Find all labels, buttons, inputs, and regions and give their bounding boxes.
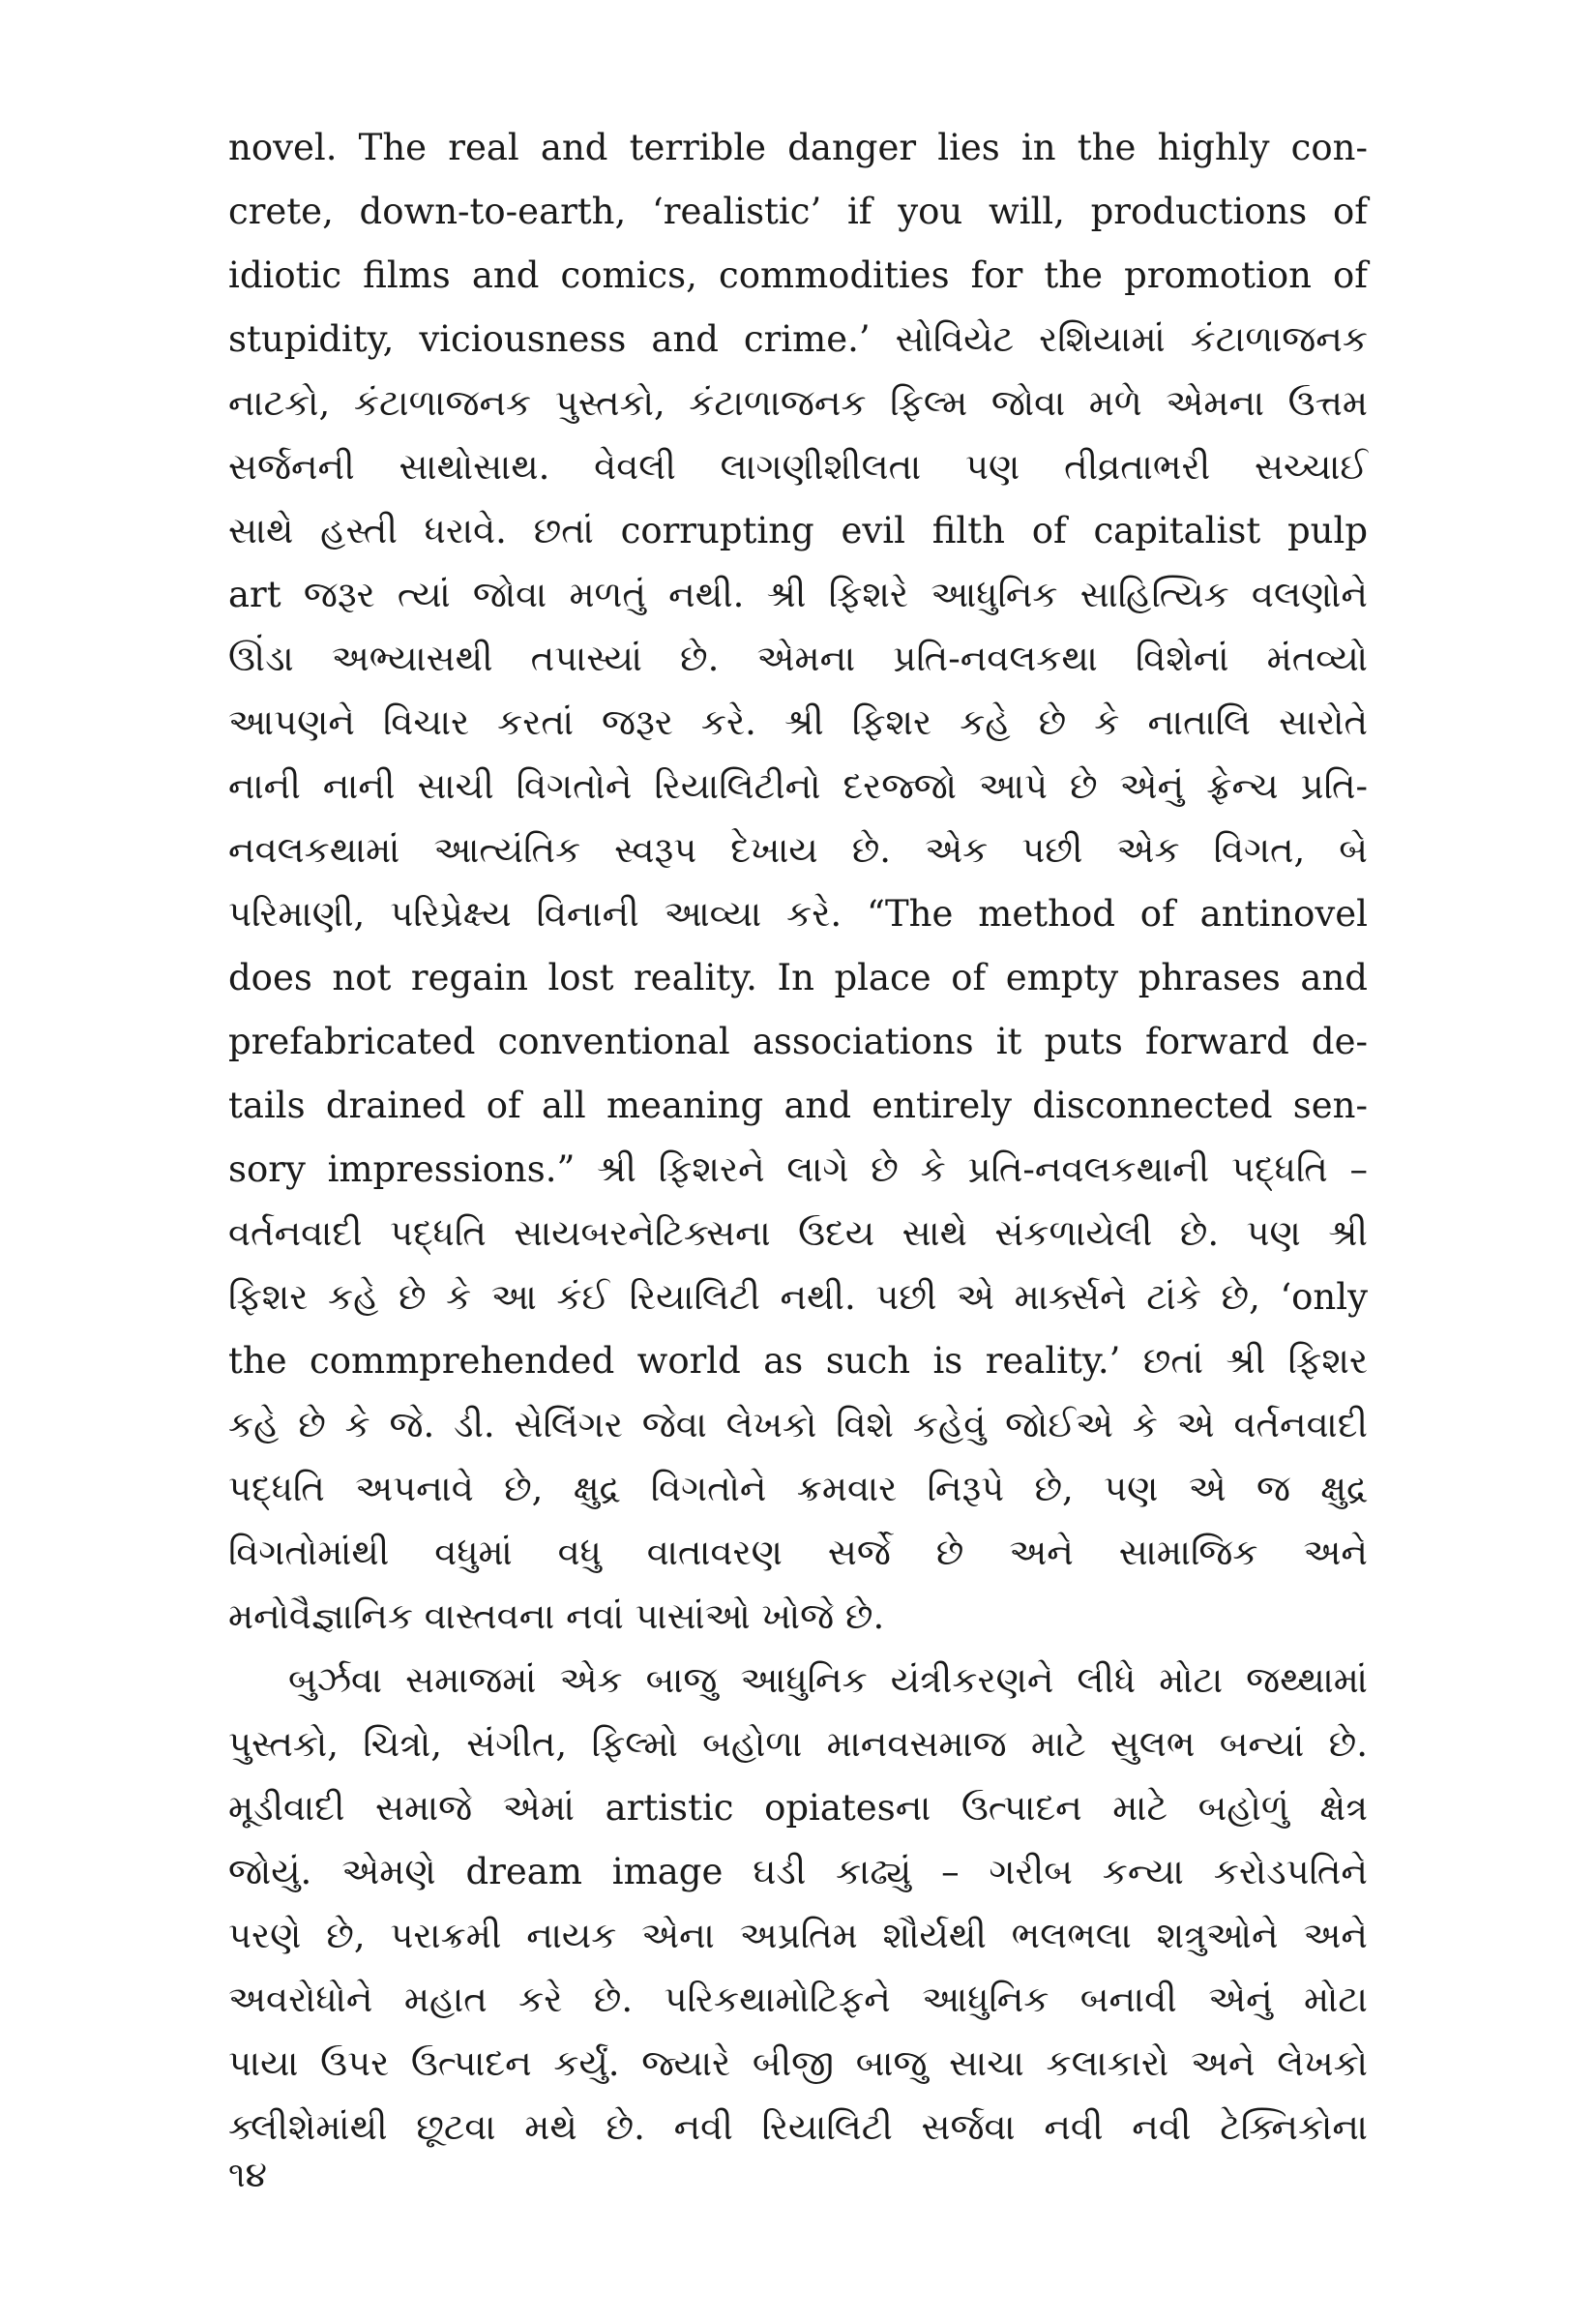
text-line: મૂડીવાદી સમાજે એમાં artistic opiatesના ઉત્પાદન માટે બહોળું ક્ષેત્ર bbox=[228, 1787, 1368, 1829]
text-line: પુસ્તકો, ચિત્રો, સંગીત, ફિલ્મો બહોળા માનવસમાજ માટે સુલભ બન્યાં છે. bbox=[228, 1723, 1368, 1765]
text-line: પરણે છે, પરાક્રમી નાયક એના અપ્રતિમ શૌર્યથી ભલભલા શત્રુઓને અને bbox=[228, 1915, 1368, 1956]
paragraph-start-line: બુર્ઝવા સમાજમાં એક બાજુ આધુનિક યંત્રીકરણને લીધે મોટા જથ્થામાં bbox=[288, 1659, 1368, 1701]
text-line: આપણને વિચાર કરતાં જરૂર કરે. શ્રી ફિશર કહે છે કે નાતાલિ સારોતે bbox=[228, 701, 1368, 743]
text-line: crete, down-to-earth, ‘realistic’ if you will, productions of bbox=[228, 191, 1368, 232]
page-number: ૧૪ bbox=[228, 2156, 267, 2195]
text-line: ફિશર કહે છે કે આ કંઈ રિયાલિટી નથી. પછી એ માર્ક્સને ટાંકે છે, ‘only bbox=[228, 1276, 1368, 1318]
paragraph-end-line: મનોવૈજ્ઞાનિક વાસ્તવના નવાં પાસાંઓ ખોજે છે. bbox=[228, 1595, 885, 1637]
text-line: પાયા ઉપર ઉત્પાદન કર્યું. જ્યારે બીજી બાજુ સાચા કલાકારો અને લેખકો bbox=[228, 2042, 1368, 2084]
text-line: વિગતોમાંથી વધુમાં વધુ વાતાવરણ સર્જે છે અને સામાજિક અને bbox=[228, 1532, 1368, 1573]
text-line: અવરોધોને મહાત કરે છે. પરિકથામોટિફને આધુનિક બનાવી એનું મોટા bbox=[228, 1979, 1368, 2020]
text-line: નાની નાની સાચી વિગતોને રિયાલિટીનો દરજ્જો આપે છે એનું ફ્રેન્ચ પ્રતિ- bbox=[228, 765, 1368, 807]
text-line: does not regain lost reality. In place of empty phrases and bbox=[228, 957, 1368, 998]
text-line: prefabricated conventional associations it puts forward de- bbox=[228, 1021, 1368, 1062]
text-line: કહે છે કે જે. ડી. સેલિંગર જેવા લેખકો વિશે કહેવું જોઈએ કે એ વર્તનવાદી bbox=[228, 1404, 1368, 1445]
text-line: સર્જનની સાથોસાથ. વેવલી લાગણીશીલતા પણ તીવ્રતાભરી સચ્ચાઈ bbox=[228, 446, 1368, 488]
text-line: novel. The real and terrible danger lies in the highly con- bbox=[228, 127, 1368, 168]
text-line: પદ્ધતિ અપનાવે છે, ક્ષુદ્ર વિગતોને ક્રમવાર નિરૂપે છે, પણ એ જ ક્ષુદ્ર bbox=[228, 1468, 1368, 1509]
body-text bbox=[228, 116, 1368, 2159]
text-line: sory impressions.” શ્રી ફિશરને લાગે છે કે પ્રતિ-નવલકથાની પદ્ધતિ – bbox=[228, 1148, 1368, 1190]
text-line: વર્તનવાદી પદ્ધતિ સાયબરનેટિક્સના ઉદય સાથે સંકળાયેલી છે. પણ શ્રી bbox=[228, 1212, 1368, 1254]
text-line: નવલકથામાં આત્યંતિક સ્વરૂપ દેખાય છે. એક પછી એક વિગત, બે bbox=[228, 829, 1368, 871]
text-line: stupidity, viciousness and crime.’ સોવિયેટ રશિયામાં કંટાળાજનક bbox=[228, 318, 1368, 360]
text-line: ક્લીશેમાંથી છૂટવા મથે છે. નવી રિયાલિટી સર્જવા નવી નવી ટેક્નિકોના bbox=[228, 2106, 1368, 2148]
text-line: the commprehended world as such is reality.’ છતાં શ્રી ફિશર bbox=[228, 1340, 1368, 1382]
text-line: idiotic films and comics, commodities for the promotion of bbox=[228, 254, 1368, 296]
text-line: ઊંડા અભ્યાસથી તપાસ્યાં છે. એમના પ્રતિ-નવલકથા વિશેનાં મંતવ્યો bbox=[228, 638, 1368, 679]
text-line: નાટકો, કંટાળાજનક પુસ્તકો, કંટાળાજનક ફિલ્મ જોવા મળે એમના ઉત્તમ bbox=[228, 382, 1368, 424]
text-line: tails drained of all meaning and entirely disconnected sen- bbox=[228, 1085, 1368, 1126]
text-line: પરિમાણી, પરિપ્રેક્ષ્ય વિનાની આવ્યા કરે. “The method of antinovel bbox=[228, 893, 1368, 935]
text-line: art જરૂર ત્યાં જોવા મળતું નથી. શ્રી ફિશરે આધુનિક સાહિત્યિક વલણોને bbox=[228, 574, 1368, 615]
text-line: સાથે હસ્તી ધરાવે. છતાં corrupting evil filth of capitalist pulp bbox=[228, 510, 1368, 551]
text-line: જોયું. એમણે dream image ઘડી કાઢ્યું – ગરીબ કન્યા કરોડપતિને bbox=[228, 1851, 1368, 1892]
